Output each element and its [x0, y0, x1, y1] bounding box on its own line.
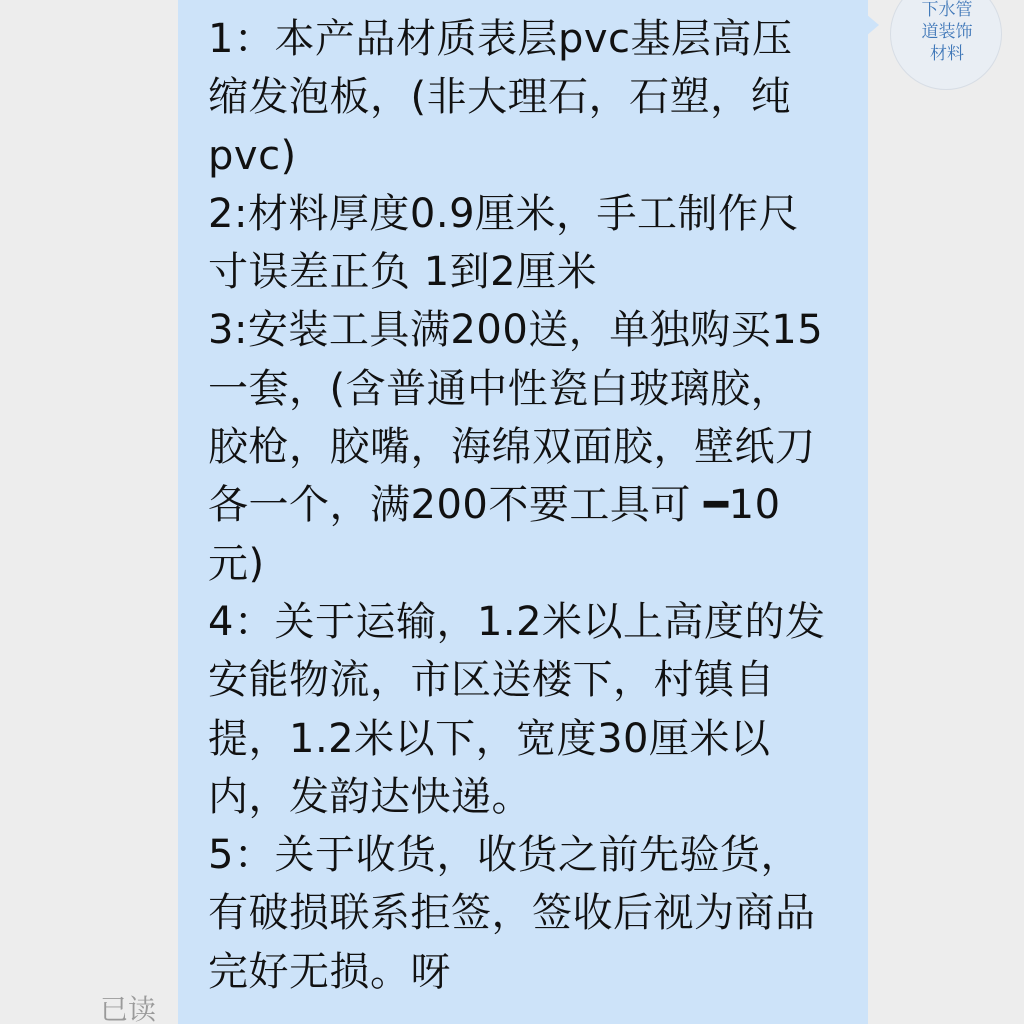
message-line: 缩发泡板，(非大理石，石塑，纯 [208, 74, 792, 121]
avatar-label-line: 材料 [930, 44, 964, 64]
message-line: 寸误差正负 1到2厘米 [208, 249, 598, 296]
avatar-label-line: 下水管 [921, 0, 973, 20]
message-line: 各一个，满200不要工具可 ━10 [208, 482, 781, 529]
avatar[interactable] [890, 0, 1002, 90]
message-line: 完好无损。呀 [208, 948, 451, 995]
message-line: 有破损联系拒签，签收后视为商品 [208, 890, 816, 937]
message-line: 5：关于收货，收货之前先验货， [208, 832, 801, 879]
message-line: 元) [208, 540, 265, 587]
message-line: 安能物流，市区送楼下，村镇自 [208, 657, 775, 704]
message-line: 4：关于运输，1.2米以上高度的发 [208, 598, 826, 645]
message-line: 1：本产品材质表层pvc基层高压 [208, 16, 793, 62]
message-line: 一套，(含普通中性瓷白玻璃胶， [208, 365, 792, 412]
message-line: 2:材料厚度0.9厘米，手工制作尺 [208, 190, 800, 237]
message-line: 提，1.2米以下，宽度30厘米以 [208, 715, 771, 762]
message-line: 内，发韵达快递。 [208, 773, 532, 820]
message-line: pvc) [208, 132, 297, 179]
read-status: 已读 [100, 993, 157, 1024]
message-line: 3:安装工具满200送，单独购买15 [208, 307, 824, 354]
message-text [208, 10, 858, 1001]
message-line: 胶枪，胶嘴，海绵双面胶，壁纸刀 [208, 424, 816, 471]
avatar-label-line: 道装饰 [921, 22, 973, 42]
message-bubble-tail [866, 14, 879, 36]
